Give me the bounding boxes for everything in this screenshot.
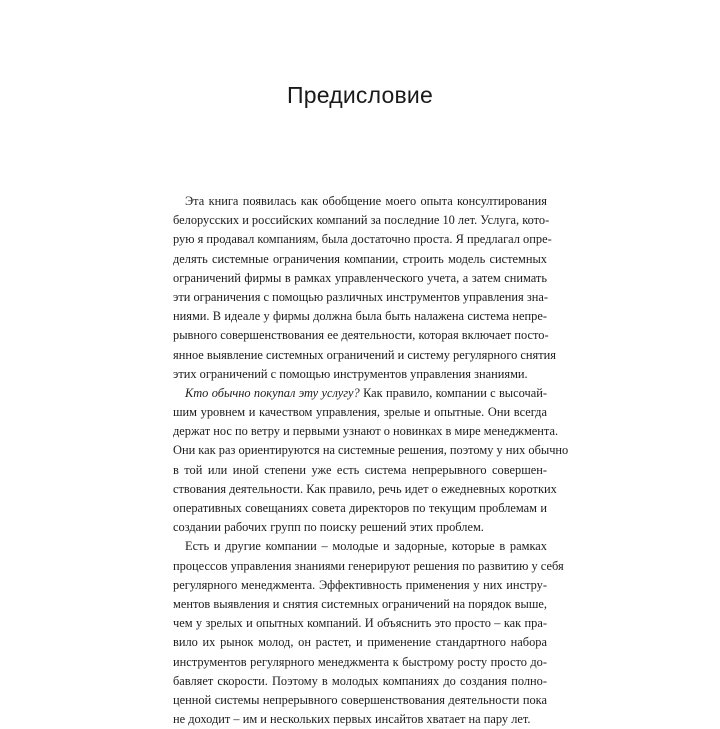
text-line: ценной системы непрерывного совершенствования деятельности пока [173,692,547,707]
text-line: держат нос по ветру и первыми узнают о новинках в мире менеджмента. [173,424,559,439]
text-line: Есть и другие компании – молодые и задорные, которые в рамках [185,539,547,554]
text-line: рую я продавал компаниям, была достаточно проста. Я предлагал опре- [173,232,552,247]
text-line: регулярного менеджмента. Эффективность применения у них инстру- [173,577,547,592]
text-line: вило их рынок молод, он растет, и применение стандартного набора [173,635,547,650]
body-text [173,192,569,729]
text-line: эти ограничения с помощью различных инструментов управления зна- [173,289,548,304]
paragraph-1 [173,192,556,384]
paragraph-2 [173,384,569,538]
text-line: белорусских и российских компаний за последние 10 лет. Услуга, кото- [173,213,550,228]
italic-question: Кто обычно покупал эту услугу? [185,385,360,400]
text-line: делять системные ограничения компании, строить модель системных [173,251,547,266]
text-line: ниями. В идеале у фирмы должна была быть налажена система непре- [173,309,547,324]
text-line: Эта книга появилась как обобщение моего опыта консултирования [185,194,547,208]
text-line: бавляет скорости. Поэтому в молодых компаниях до создания полно- [173,673,547,688]
text-line: шим уровнем и качеством управления, зрелые и опытные. Они всегда [173,405,547,420]
text-run: Как правило, компании с высочай- [359,385,547,400]
text-line: инструментов регулярного менеджмента к быстрому росту просто до- [173,654,547,669]
text-line: ограничений фирмы в рамках управленческого учета, а затем снимать [173,270,547,285]
text-line: чем у зрелых и опытных компаний. И объяснить это просто – как пра- [173,616,547,631]
text-line [173,384,547,403]
text-line: в той или иной степени уже есть система непрерывного совершен- [173,462,547,477]
paragraph-3 [173,537,564,729]
page-title: Предисловие [287,82,433,108]
text-line: рывного совершенствования ее деятельности, которая включает посто- [173,328,549,343]
text-line: Они как раз ориентируются на системные решения, поэтому у них обычно [173,443,569,458]
text-line: не доходит – им и нескольких первых инсайтов хватает на пару лет. [173,712,531,727]
text-line: этих ограничений с помощью инструментов управления знаниями. [173,366,528,381]
text-line: ствования деятельности. Как правило, речь идет о ежедневных коротких [173,481,557,496]
text-line: ментов выявления и снятия системных ограничений на порядок выше, [173,596,547,611]
text-line: создании рабочих групп по поиску решений этих проблем. [173,520,484,535]
text-line: янное выявление системных ограничений и систему регулярного снятия [173,347,556,362]
text-line: процессов управления знаниями генерируют решения по развитию у себя [173,558,564,573]
text-line: оперативных совещаниях совета директоров по текущим проблемам и [173,501,547,515]
